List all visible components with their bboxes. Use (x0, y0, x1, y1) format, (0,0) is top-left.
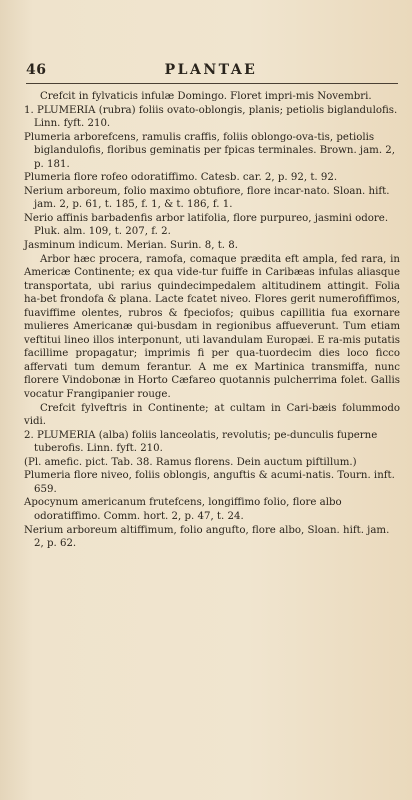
synonym-nerium-arboreum: Nerium arboreum, folio maximo obtufiore, flore incar-nato. Sloan. hift. jam. 2, p. 61, t. 185, f. 1, & t. 186, f. 1. (24, 185, 390, 211)
synonym-plumeria-flore-niveo: Plumeria flore niveo, foliis oblongis, anguftis & acumi-natis. Tourn. inft. 659. (24, 470, 395, 495)
synonym-plumeria-arborescens: Plumeria arborefcens, ramulis craffis, foliis oblongo-ova-tis, petiolis biglandulofis, floribus geminatis per fpicas terminales. Brown. jam. 2, p. 181. (24, 131, 396, 170)
habitat-paragraph: Crefcit fylveftris in Continente; at cultam in Cari-bæis folummodo vidi. (24, 402, 400, 428)
page-number: 46 (26, 62, 47, 78)
synonym-plumeria-flore-roseo: Plumeria flore rofeo odoratiffimo. Catesb. car. 2, p. 92, t. 92. (24, 172, 338, 184)
synonym-nerio-affinis: Nerio affinis barbadenfis arbor latifolia, flore purpureo, jasmini odore. Pluk. alm. 109, t. 207, f. 2. (24, 212, 389, 238)
entry-plumeria-alba: 2. PLUMERIA (alba) foliis lanceolatis, revolutis; pe-dunculis fuperne tuberofis. Linn. fyft. 210. (24, 429, 378, 455)
description-paragraph: Arbor hæc procera, ramofa, comaque prædita eft ampla, fed rara, in Americæ Continente; ex qua vide-tur fuiffe in Caribæas infulas aliasque transportata, ubi rarius quindecimpedalem altitudinem attingit. Folia ha-bet frondofa & plana. Lacte fcatet niveo. Flores gerit numerofiffimos, fuaviffime olentes, rubros & fpeciofos; quibus capillitia fua exornare mulieres Americanæ qui-busdam in regionibus affueverunt. Tum etiam veftitui lineo illos interponunt, uti lavandulam Europæi. E ra-mis putatis facillime propagatur; imprimis fi per qua-tuordecim dies loco ficco affervati tum demum ferantur. A me ex Martinica transmiffa, nunc florere Vindobonæ in Horto Cæfareo quotannis pulcherrima folet. Gallis vocatur Frangipanier rouge. (24, 253, 400, 401)
page-header (26, 62, 396, 82)
body-text (24, 90, 400, 551)
paragraph-habitat-intro: Crefcit in fylvaticis infulæ Domingo. Floret impri-mis Novembri. (40, 91, 372, 102)
synonym-apocynum-americanum: Apocynum americanum frutefcens, longiffimo folio, flore albo odoratiffimo. Comm. hort. 2, p. 47, t. 24. (24, 497, 342, 522)
running-head: PLANTAE (164, 62, 258, 78)
synonym-nerium-altissimum: Nerium arboreum altiffimum, folio angufto, flore albo, Sloan. hift. jam. 2, p. 62. (24, 524, 390, 550)
synonym-jasminum-indicum: Jasminum indicum. Merian. Surin. 8, t. 8. (24, 240, 238, 252)
entry-plumeria-rubra: 1. PLUMERIA (rubra) foliis ovato-oblongis, planis; petiolis biglandulofis. Linn. fyft. 210. (24, 104, 398, 130)
header-rule (26, 83, 398, 84)
plate-reference: (Pl. amefic. pict. Tab. 38. Ramus florens. Dein auctum piftillum.) (24, 456, 357, 468)
